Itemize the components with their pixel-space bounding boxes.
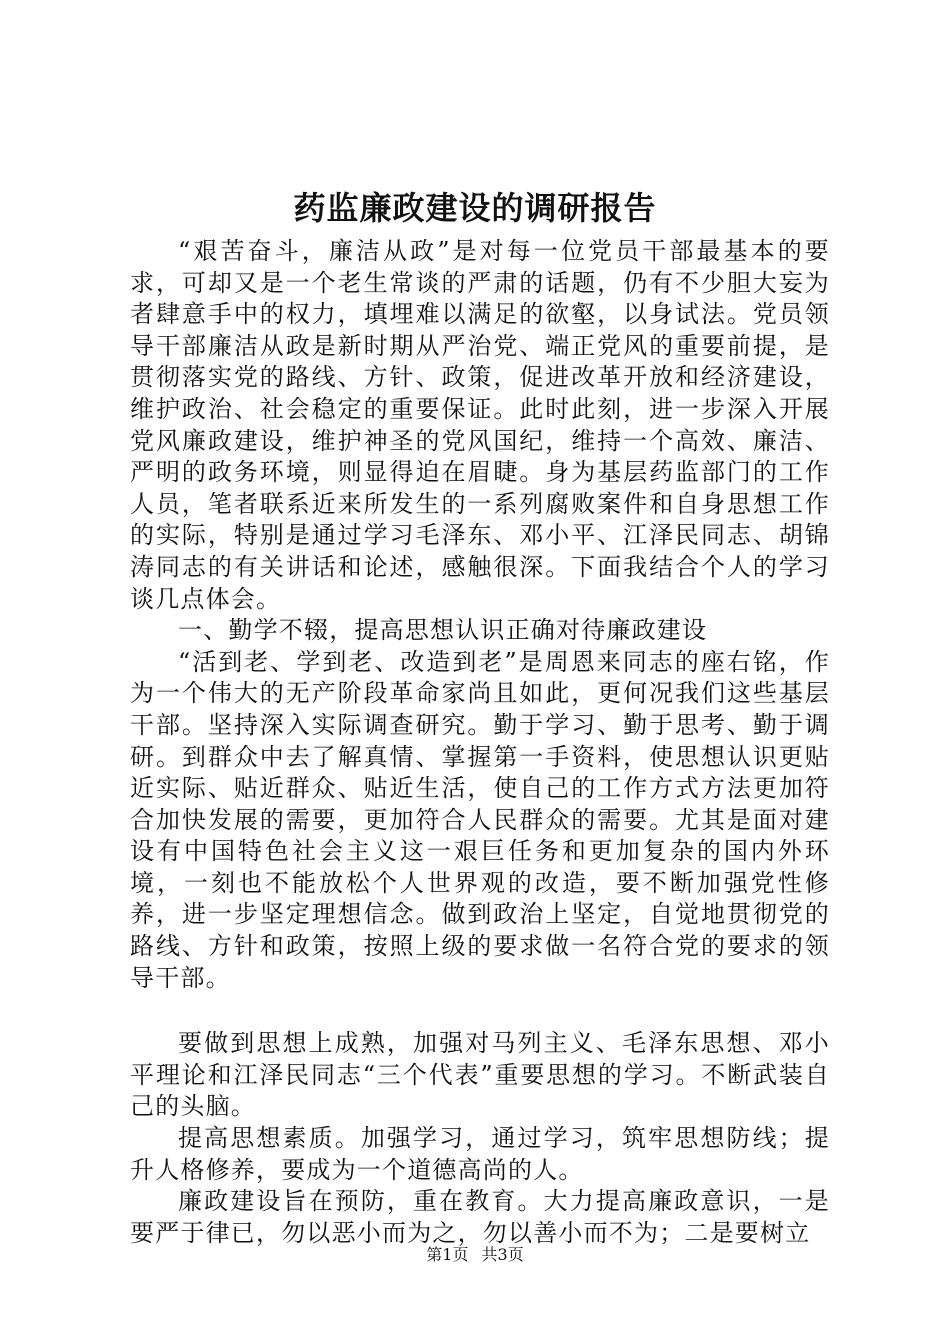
paragraph-intro: “艰苦奋斗，廉洁从政”是对每一位党员干部最基本的要求，可却又是一个老生常谈的严肃的话题，仍有不少胆大妄为者肆意手中的权力，填埋难以满足的欲壑，以身试法。党员领导干部廉洁从政是新时期从严治党、端正党风的重要前提，是贯彻落实党的路线、方针、政策，促进改革开放和经济建设，维护政治、社会稳定的重要保证。此时此刻，进一步深入开展党风廉政建设，维护神圣的党风国纪，维持一个高效、廉洁、严明的政务环境，则显得迫在眉睫。身为基层药监部门的工作人员，笔者联系近来所发生的一系列腐败案件和自身思想工作的实际，特别是通过学习毛泽东、邓小平、江泽民同志、胡锦涛同志的有关讲话和论述，感触很深。下面我结合个人的学习谈几点体会。 [130,237,830,613]
document-title: 药监廉政建设的调研报告 [293,189,657,227]
document-body [130,236,830,1249]
paragraph-spacer [130,994,830,1028]
paragraph-thought-quality: 提高思想素质。加强学习，通过学习，筑牢思想防线；提升人格修养，要成为一个道德高尚的人。 [130,1124,830,1184]
page-number: 第1页 [426,1245,469,1264]
page-footer [0,1244,950,1266]
page-total: 共3页 [481,1245,524,1264]
paragraph-prevention: 廉政建设旨在预防，重在教育。大力提高廉政意识，一是要严于律已，勿以恶小而为之，勿以善小而不为；二是要树立 [130,1187,830,1247]
paragraph-study: “活到老、学到老、改造到老”是周恩来同志的座右铭，作为一个伟大的无产阶段革命家尚且如此，更何况我们这些基层干部。坚持深入实际调查研究。勤于学习、勤于思考、勤于调研。到群众中去了解真情、掌握第一手资料，使思想认识更贴近实际、贴近群众、贴近生活，使自己的工作方式方法更加符合加快发展的需要，更加符合人民群众的需要。尤其是面对建设有中国特色社会主义这一艰巨任务和更加复杂的国内外环境，一刻也不能放松个人世界观的改造，要不断加强党性修养，进一步坚定理想信念。做到政治上坚定，自觉地贯彻党的路线、方针和政策，按照上级的要求做一名符合党的要求的领导干部。 [130,647,830,992]
paragraph-thought-maturity: 要做到思想上成熟，加强对马列主义、毛泽东思想、邓小平理论和江泽民同志“三个代表”重要思想的学习。不断武装自己的头脑。 [130,1029,830,1121]
section-heading-1: 一、勤学不辍，提高思想认识正确对待廉政建设 [178,616,708,645]
